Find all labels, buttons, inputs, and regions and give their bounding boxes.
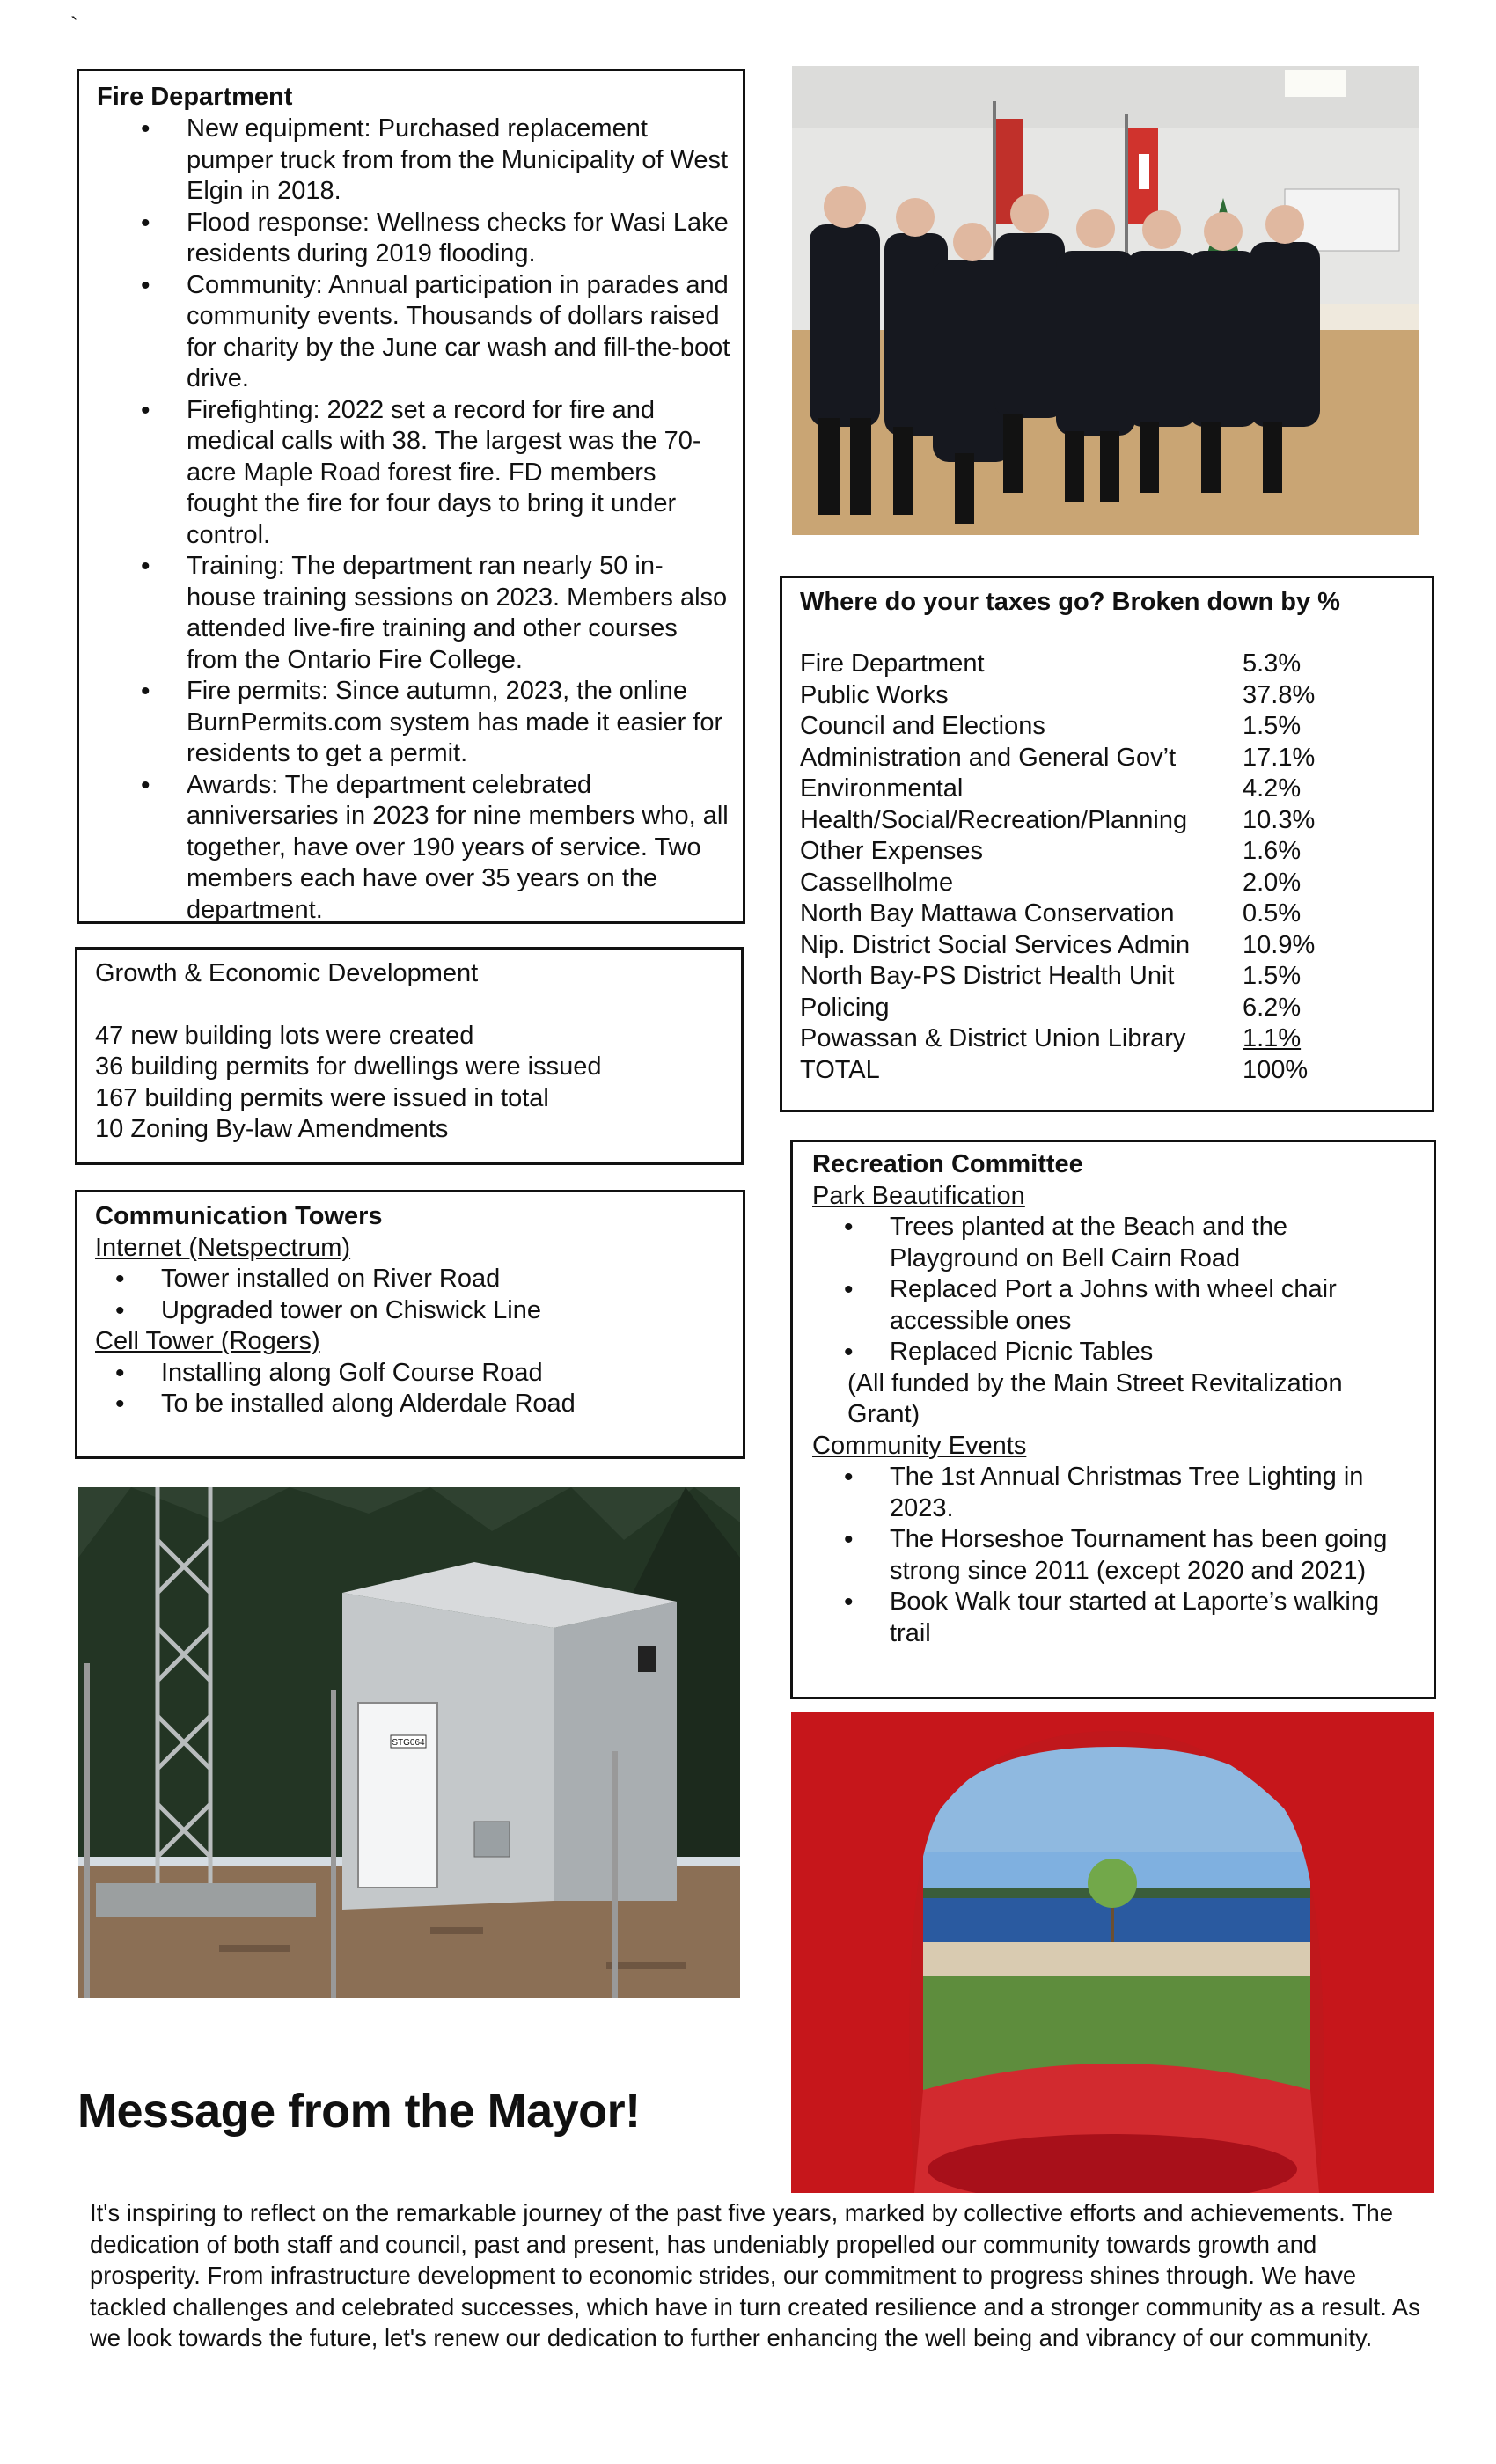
communication-towers-box (75, 1190, 745, 1459)
tax-category: Policing (800, 993, 890, 1022)
tax-percent: 1.1% (1243, 1024, 1302, 1052)
funding-note: (All funded by the Main Street Revitalization Grant) (847, 1368, 1343, 1428)
fire-department-group-photo (792, 66, 1419, 535)
growth-line: 47 new building lots were created (95, 1021, 474, 1050)
table-row (800, 680, 1315, 712)
list-item: • Tower installed on River Road (161, 1264, 729, 1295)
list-item: • Flood response: Wellness checks for Wasi Lake residents during 2019 flooding. (187, 208, 730, 270)
list-item: • The Horseshoe Tournament has been going strong since 2011 (except 2020 and 2021) (890, 1524, 1419, 1587)
recreation-committee-box (790, 1140, 1436, 1699)
tax-percent: 6.2% (1243, 993, 1302, 1022)
table-row (800, 898, 1315, 930)
growth-box (75, 947, 744, 1165)
community-events-subheading: Community Events (812, 1431, 1027, 1460)
table-row (800, 711, 1315, 743)
tax-percent: 1.6% (1243, 837, 1302, 865)
tax-category: Administration and General Gov’t (800, 743, 1177, 772)
tax-breakdown-heading: Where do your taxes go? Broken down by % (800, 588, 1340, 616)
internet-list (161, 1264, 729, 1326)
tax-category: North Bay-PS District Health Unit (800, 962, 1175, 990)
tax-category: Health/Social/Recreation/Planning (800, 805, 1188, 834)
tax-total-label: TOTAL (800, 1055, 880, 1084)
table-row-total (800, 1055, 1315, 1087)
table-row (800, 805, 1315, 837)
tax-percent: 4.2% (1243, 774, 1302, 803)
table-row (800, 868, 1315, 899)
list-item: • Installing along Golf Course Road (161, 1358, 729, 1390)
growth-line: 10 Zoning By-law Amendments (95, 1115, 449, 1143)
mayor-message-title: Message from the Mayor! (77, 2085, 641, 2138)
tax-category: Environmental (800, 774, 964, 803)
beach-through-playground-tube-photo (791, 1712, 1434, 2193)
tax-category: Cassellholme (800, 868, 954, 897)
tax-category: Powassan & District Union Library (800, 1024, 1186, 1052)
list-item: • The 1st Annual Christmas Tree Lighting in 2023. (890, 1462, 1419, 1524)
communication-heading: Communication Towers (95, 1202, 383, 1230)
stray-mark: ` (70, 12, 78, 39)
tax-category: North Bay Mattawa Conservation (800, 899, 1175, 928)
list-item: • Replaced Port a Johns with wheel chair accessible ones (890, 1274, 1419, 1337)
tax-category: Fire Department (800, 649, 985, 678)
table-row (800, 1023, 1315, 1055)
list-item: • Awards: The department celebrated anniversaries in 2023 for nine members who, all together, have over 190 years of service. Two members each have over 35 years on the department. (187, 770, 730, 927)
cell-tower-subheading: Cell Tower (Rogers) (95, 1327, 320, 1355)
list-item: • Fire permits: Since autumn, 2023, the online BurnPermits.com system has made it easier for residents to get a permit. (187, 676, 730, 770)
fire-department-heading: Fire Department (97, 83, 293, 111)
tax-percent: 1.5% (1243, 962, 1302, 990)
table-row (800, 993, 1315, 1024)
tax-percent: 1.5% (1243, 712, 1302, 740)
tax-percent: 0.5% (1243, 899, 1302, 928)
table-row (800, 961, 1315, 993)
tax-percent: 10.3% (1243, 805, 1316, 834)
list-item: • Upgraded tower on Chiswick Line (161, 1295, 729, 1327)
fire-department-box (77, 69, 745, 924)
growth-line: 167 building permits were issued in total (95, 1083, 549, 1112)
tax-category: Nip. District Social Services Admin (800, 930, 1191, 959)
list-item: • Community: Annual participation in parades and community events. Thousands of dollars raised for charity by the June car wash and fill-the-boot drive. (187, 270, 730, 395)
table-row (800, 649, 1315, 680)
tax-category: Council and Elections (800, 712, 1045, 740)
table-row (800, 774, 1315, 805)
list-item: • To be installed along Alderdale Road (161, 1389, 729, 1420)
community-events-list (890, 1462, 1419, 1649)
internet-subheading: Internet (Netspectrum) (95, 1233, 351, 1262)
table-row (800, 930, 1315, 962)
list-item: • New equipment: Purchased replacement pumper truck from from the Municipality of West Elgin in 2018. (187, 114, 730, 208)
list-item: • Training: The department ran nearly 50 in-house training sessions on 2023. Members also attended live-fire training and other courses from the Ontario Fire College. (187, 551, 730, 676)
growth-line: 36 building permits for dwellings were issued (95, 1052, 602, 1081)
list-item: • Replaced Picnic Tables (890, 1337, 1419, 1368)
door-sign: STG064 (392, 1738, 425, 1748)
list-item: • Book Walk tour started at Laporte’s walking trail (890, 1587, 1419, 1649)
recreation-heading: Recreation Committee (812, 1150, 1083, 1178)
table-row (800, 836, 1315, 868)
tax-percent: 2.0% (1243, 868, 1302, 897)
tax-breakdown-box (780, 576, 1434, 1112)
tax-breakdown-table (800, 649, 1315, 1086)
tax-percent: 10.9% (1243, 930, 1316, 959)
tax-category: Other Expenses (800, 837, 983, 865)
table-row (800, 743, 1315, 774)
growth-heading: Growth & Economic Development (95, 959, 479, 987)
park-beautification-list (890, 1212, 1419, 1368)
cell-tower-list (161, 1358, 729, 1420)
mayor-message-body: It's inspiring to reflect on the remarkable journey of the past five years, marked by collective efforts and achievements. The dedication of both staff and council, past and present, has undeniably propelled our community towards growth and prosperity. From infrastructure development to economic strides, our commitment to progress shines through. We have tackled challenges and celebrated successes, which have in turn created resilience and a stronger community as a result. As we look towards the future, let's renew our dedication to further enhancing the well being and vibrancy of our community. (90, 2199, 1420, 2351)
tax-percent: 17.1% (1243, 743, 1316, 772)
tax-percent: 5.3% (1243, 649, 1302, 678)
tax-category: Public Works (800, 680, 949, 709)
list-item: • Trees planted at the Beach and the Playground on Bell Cairn Road (890, 1212, 1419, 1274)
tax-total-percent: 100% (1243, 1055, 1309, 1084)
fire-department-list (187, 114, 730, 926)
tax-percent: 37.8% (1243, 680, 1316, 709)
communication-tower-photo (78, 1487, 740, 1998)
list-item: • Firefighting: 2022 set a record for fire and medical calls with 38. The largest was the 70-acre Maple Road forest fire. FD members fought the fire for four days to bring it under control. (187, 395, 730, 552)
park-beautification-subheading: Park Beautification (812, 1181, 1025, 1210)
